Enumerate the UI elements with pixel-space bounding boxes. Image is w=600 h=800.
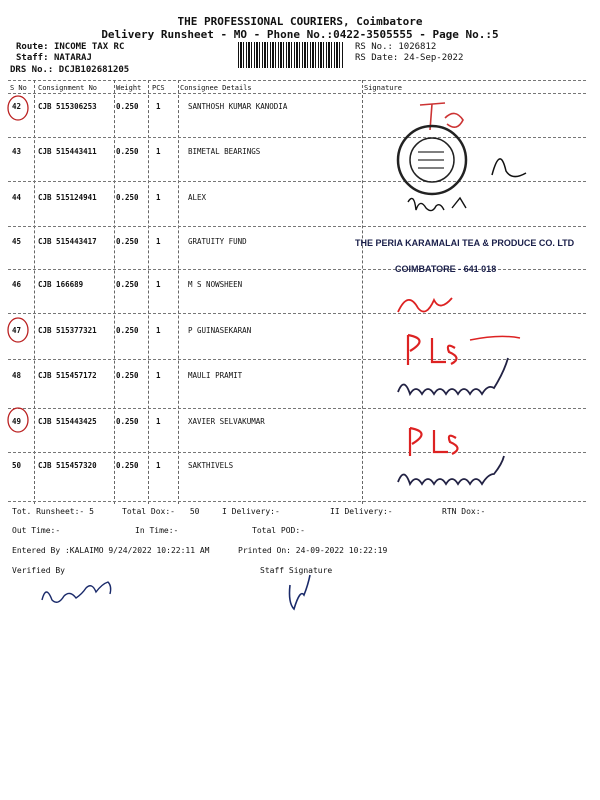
row-sno: 43 (12, 147, 22, 156)
signature-row-49 (410, 428, 458, 456)
signature-stroke (470, 336, 520, 340)
printed-on: Printed On: 24-09-2022 10:22:19 (238, 546, 388, 555)
signature-row-47 (408, 335, 457, 365)
rtn-dox: RTN Dox:- (442, 507, 486, 516)
rs-date-label: RS Date: (355, 53, 399, 63)
row-pcs: 1 (156, 193, 161, 202)
row-weight: 0.250 (116, 326, 139, 335)
row-consignment: CJB 515443411 (38, 147, 97, 156)
verified-by-signature (42, 582, 111, 602)
rs-date-value: 24-Sep-2022 (403, 53, 464, 63)
col-header-weight: Weight (116, 84, 142, 92)
row-sno: 45 (12, 237, 22, 246)
col-header-sno: S No (10, 84, 27, 92)
staff-signature-mark (290, 575, 311, 609)
row-consignment: CJB 515457320 (38, 461, 97, 470)
row-weight: 0.250 (116, 102, 139, 111)
bimetal-round-stamp (398, 126, 466, 194)
row-weight: 0.250 (116, 461, 139, 470)
row-weight: 0.250 (116, 147, 139, 156)
staff-label: Staff: (16, 53, 49, 63)
row-pcs: 1 (156, 461, 161, 470)
rs-no-label: RS No.: (355, 42, 393, 52)
peria-stamp (355, 238, 580, 274)
row-weight: 0.250 (116, 237, 139, 246)
row-consignment: CJB 515124941 (38, 193, 97, 202)
entered-by: Entered By :KALAIMO 9/24/2022 10:22:11 AM (12, 546, 210, 555)
row-consignee: M S NOWSHEEN (188, 280, 243, 289)
row-consignee: GRATUITY FUND (188, 237, 247, 246)
row-consignee: XAVIER SELVAKUMAR (188, 417, 265, 426)
total-pod: Total POD:- (252, 526, 305, 535)
signature-row-46 (398, 298, 452, 312)
ii-delivery: II Delivery:- (330, 507, 393, 516)
row-weight: 0.250 (116, 280, 139, 289)
drs-value: DCJB102681205 (58, 65, 130, 75)
signature-row-50 (398, 456, 504, 484)
row-sno: 44 (12, 193, 22, 202)
row-consignee: P GUINASEKARAN (188, 326, 252, 335)
out-time: Out Time:- (12, 526, 61, 535)
peria-stamp-name: THE PERIA KARAMALAI TEA & PRODUCE CO. LTD (355, 238, 575, 248)
row-consignee: SANTHOSH KUMAR KANODIA (188, 102, 288, 111)
row-consignee: ALEX (188, 193, 207, 202)
total-dox-value: 50 (189, 507, 200, 516)
runsheet-subtitle: Delivery Runsheet - MO - Phone No.:0422-3505555 - Page No.:5 (101, 28, 499, 41)
row-pcs: 1 (156, 371, 161, 380)
row-consignment: CJB 166689 (38, 280, 84, 289)
row-pcs: 1 (156, 237, 161, 246)
staff-value: NATARAJ (53, 53, 92, 63)
row-sno: 48 (12, 371, 22, 380)
staff-signature-label: Staff Signature (260, 566, 333, 575)
col-header-consignment: Consignment No (38, 84, 98, 92)
tot-runsheet: Tot. Runsheet:- 5 (12, 507, 94, 516)
row-consignment: CJB 515443425 (38, 417, 97, 426)
row-pcs: 1 (156, 147, 161, 156)
col-header-signature: Signature (364, 84, 402, 92)
row-pcs: 1 (156, 326, 161, 335)
row-consignment: CJB 515306253 (38, 102, 97, 111)
route-value: INCOME TAX RC (53, 42, 125, 52)
drs-label: DRS No.: (10, 65, 54, 75)
col-header-consignee: Consignee Details (180, 84, 252, 92)
signature-row-44 (408, 198, 466, 211)
verified-by-label: Verified By (12, 566, 65, 575)
i-delivery: I Delivery:- (222, 507, 280, 516)
row-sno: 50 (12, 461, 22, 470)
row-sno: 47 (12, 326, 22, 335)
peria-stamp-city: COIMBATORE - 641 018 (395, 264, 497, 274)
row-pcs: 1 (156, 102, 161, 111)
row-consignee: BIMETAL BEARINGS (188, 147, 261, 156)
row-sno: 42 (12, 102, 22, 111)
row-consignment: CJB 515377321 (38, 326, 97, 335)
circle-mark (8, 318, 28, 342)
row-consignment: CJB 515443417 (38, 237, 97, 246)
signature-row-43 (492, 159, 526, 177)
row-weight: 0.250 (116, 193, 139, 202)
circle-mark (8, 408, 28, 432)
row-consignee: SAKTHIVELS (188, 461, 234, 470)
row-sno: 46 (12, 280, 22, 289)
row-pcs: 1 (156, 280, 161, 289)
circle-mark (8, 96, 28, 120)
row-sno: 49 (12, 417, 22, 426)
col-header-pcs: PCS (152, 84, 165, 92)
row-weight: 0.250 (116, 417, 139, 426)
company-title: THE PROFESSIONAL COURIERS, Coimbatore (177, 15, 423, 28)
total-dox (122, 507, 199, 516)
row-weight: 0.250 (116, 371, 139, 380)
rs-no-value: 1026812 (398, 42, 437, 52)
row-consignee: MAULI PRAMIT (188, 371, 243, 380)
route-label: Route: (16, 42, 49, 52)
row-pcs: 1 (156, 417, 161, 426)
in-time: In Time:- (135, 526, 179, 535)
total-dox-label: Total Dox:- (122, 507, 175, 516)
row-consignment: CJB 515457172 (38, 371, 97, 380)
